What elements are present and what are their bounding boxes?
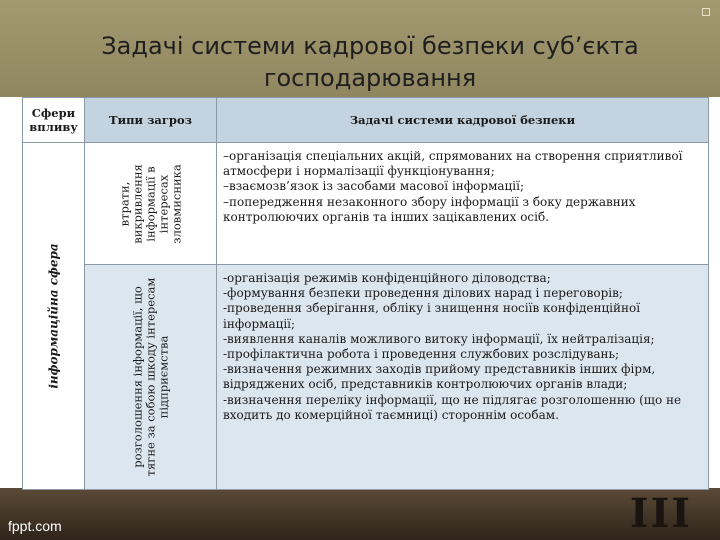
threat-line: викривлення <box>130 163 144 244</box>
title-line-2: господарювання <box>263 64 477 92</box>
sphere-cell <box>23 143 85 490</box>
slide-title <box>70 30 670 94</box>
threat-line: зловмисника <box>169 163 183 244</box>
watermark: fppt.com <box>8 518 62 534</box>
table-row <box>23 143 709 265</box>
task-item: -виявлення каналів можливого витоку інформації, їх нейтралізація; <box>223 331 655 346</box>
table-header-row <box>23 98 709 143</box>
task-item: –взаємозв’язок із засобами масової інформації; <box>223 179 524 194</box>
tasks-cell <box>217 265 709 490</box>
threat-line: тягне за собою шкоду інтересам <box>143 277 157 477</box>
header-threats: Типи загроз <box>85 98 217 143</box>
threat-line: інформації в <box>143 165 157 242</box>
task-item: -проведення зберігання, обліку і знищення носіїв конфіденційної інформації; <box>223 301 641 331</box>
task-item: -профілактична робота і проведення службових розслідувань; <box>223 347 620 362</box>
task-item: -формування безпеки проведення ділових нарад і переговорів; <box>223 286 623 301</box>
task-item: -визначення режимних заходів прийому представників інших фірм, відряджених осіб, представників контролюючих органів влади; <box>223 362 656 392</box>
title-line-1: Задачі системи кадрової безпеки суб’єкта <box>101 32 639 60</box>
task-item: -визначення переліку інформації, що не підлягає розголошенню (що не входить до комерційної таємниці) стороннім особам. <box>223 392 682 422</box>
task-item: –організація спеціальних акцій, спрямованих на створення сприятливої атмосфери і нормалізації функціонування; <box>223 149 683 179</box>
threat-text <box>118 164 183 244</box>
tasks-cell <box>217 143 709 265</box>
threat-line: втрати, <box>117 181 131 226</box>
corner-mark <box>702 8 710 16</box>
threat-cell <box>85 265 217 490</box>
sphere-value: інформаційна сфера <box>46 243 60 389</box>
threat-line: підприємства <box>156 335 170 419</box>
table-row <box>23 265 709 490</box>
threat-line: інтересах <box>156 174 170 233</box>
security-tasks-table <box>22 97 709 490</box>
threat-cell <box>85 143 217 265</box>
footer-band <box>0 488 720 540</box>
task-item: –попередження незаконного збору інформації з боку державних контролюючих органів та інших зацікавлених осіб. <box>223 194 636 224</box>
decorative-glyph: ІІІ <box>629 490 692 537</box>
task-item: -організація режимів конфіденційного діловодства; <box>223 271 551 285</box>
threat-line: розголошення інформації, що <box>130 286 144 468</box>
header-sphere: Сфери впливу <box>23 98 85 143</box>
header-tasks: Задачі системи кадрової безпеки <box>217 98 709 143</box>
threat-text <box>131 278 170 477</box>
